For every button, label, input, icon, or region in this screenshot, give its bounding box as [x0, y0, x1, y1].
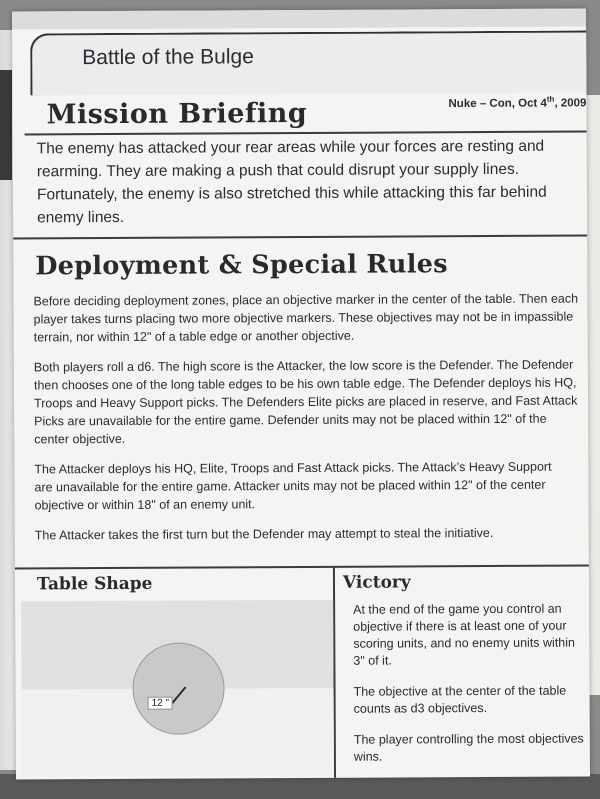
- victory-paragraph: The player controlling the most objectives wins.: [353, 731, 584, 764]
- deployment-paragraph: Both players roll a d6. The high score is the Attacker, the low score is the Defender. The Defender then chooses one of the long table edges to be his own table edge. The Defender deploys his HQ, Troops and Heavy Support picks. The Defenders Elite picks are placed in reserve, and Fast Attack Picks are unavailable for the entire game. Defender units may not be placed within 12" of the center objective.: [33, 357, 578, 447]
- victory-heading: Victory: [342, 572, 411, 593]
- event-name: Nuke – Con, Oct 4: [448, 97, 547, 111]
- mission-briefing-heading: Mission Briefing: [46, 97, 308, 131]
- deployment-rules-text: [33, 290, 580, 557]
- table-map: [21, 600, 334, 777]
- mission-sheet: [12, 9, 590, 780]
- mission-paragraph: The enemy has attacked your rear areas while your forces are resting and rearming. They are making a push that could disrupt your supply lines. Fortunately, the enemy is also stretched this while attacking this far behind enemy lines.: [36, 137, 547, 227]
- radius-label: 12 ": [148, 697, 174, 710]
- scenario-title: Battle of the Bulge: [82, 45, 254, 70]
- event-year: , 2009: [554, 97, 587, 110]
- table-shape-heading: Table Shape: [36, 573, 153, 595]
- victory-text: [353, 601, 586, 780]
- deployment-paragraph: Before deciding deployment zones, place an objective marker in the center of the table. Then each player takes turns placing two more objective markers. These objectives may not be in impassible terrain, nor within 12" of a table edge or another objective.: [33, 291, 579, 345]
- center-objective-circle: [132, 642, 224, 734]
- deployment-paragraph: The Attacker takes the first turn but the Defender may attempt to steal the initiative.: [34, 525, 494, 543]
- deployment-heading: Deployment & Special Rules: [35, 249, 448, 282]
- background-dark-stripe: [0, 70, 12, 180]
- event-date-suffix: th: [546, 94, 555, 104]
- divider: [15, 564, 589, 569]
- event-info: [448, 95, 586, 111]
- deployment-paragraph: The Attacker deploys his HQ, Elite, Troops and Fast Attack picks. The Attack’s Heavy Support are unavailable for the entire game. Attacker units may not be placed within 12" of the center objective or within 18" of an enemy unit.: [34, 459, 552, 513]
- mission-briefing-text: [37, 135, 577, 230]
- divider: [13, 234, 587, 239]
- top-band: [12, 9, 586, 30]
- victory-paragraph: At the end of the game you control an objective if there is at least one of your scoring units, and no enemy units within 3" of it.: [353, 601, 575, 668]
- victory-paragraph: The objective at the center of the table counts as d3 objectives.: [353, 683, 567, 716]
